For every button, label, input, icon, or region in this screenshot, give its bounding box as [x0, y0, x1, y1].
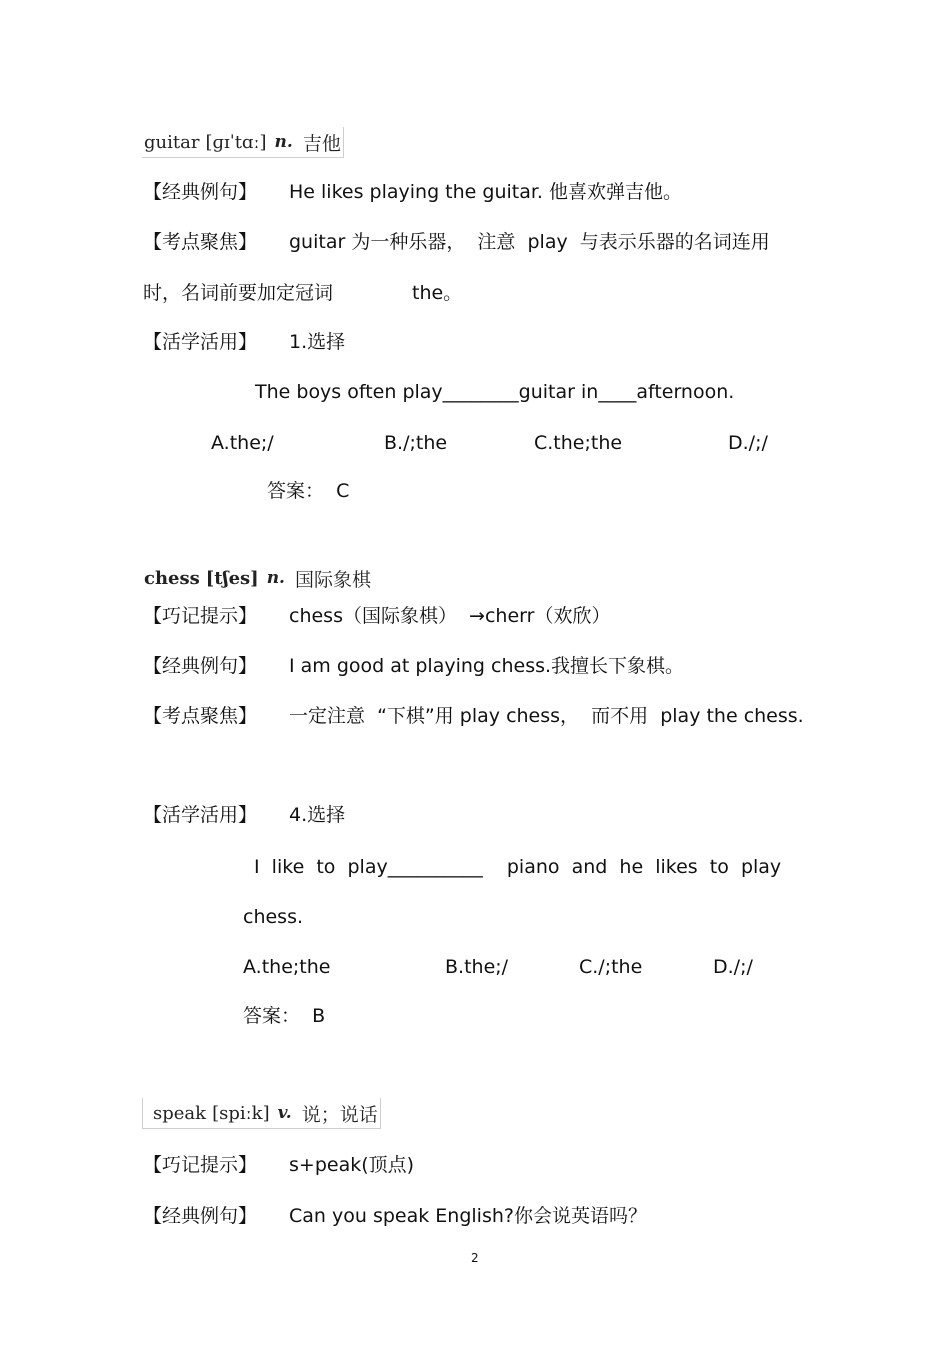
headword-guitar: [142, 127, 344, 158]
practice-title: 1.选择: [289, 331, 346, 353]
question: The boys often play________guitar in____afternoon.: [255, 381, 735, 403]
headword-speak: [142, 1098, 381, 1129]
practice-tag: 【活学活用】: [143, 804, 258, 826]
option-d: D./;/: [713, 956, 753, 978]
option-a: A.the;the: [243, 956, 331, 978]
meaning: 国际象棋: [294, 568, 371, 591]
option-c: C.the;the: [534, 432, 623, 454]
memory-text: s+peak(顶点): [289, 1154, 415, 1176]
focus-tag: 【考点聚焦】: [143, 231, 258, 253]
phonetic: [ɡɪˈtɑː]: [205, 131, 267, 153]
page-number: 2: [471, 1251, 479, 1265]
example-sentence: He likes playing the guitar. 他喜欢弹吉他。: [289, 181, 683, 203]
practice-title: 4.选择: [289, 804, 346, 826]
headword-text: chess: [144, 567, 200, 589]
question-line2: chess.: [243, 906, 304, 928]
example-tag: 【经典例句】: [143, 1205, 258, 1227]
headword-text: speak: [153, 1102, 207, 1124]
focus-text-line2: 时，名词前要加定冠词: [143, 282, 334, 304]
option-b: B./;the: [384, 432, 448, 454]
question-line1: I like to play__________ piano and he likes to play: [254, 856, 782, 878]
memory-tag: 【巧记提示】: [143, 605, 258, 627]
phonetic: [spiːk]: [212, 1102, 270, 1124]
option-d: D./;/: [728, 432, 768, 454]
practice-tag: 【活学活用】: [143, 331, 258, 353]
phonetic: [tʃes]: [205, 567, 259, 589]
focus-text-line1: guitar 为一种乐器， 注意 play 与表示乐器的名词连用: [289, 231, 770, 253]
option-a: A.the;/: [211, 432, 274, 454]
meaning: 吉他: [302, 132, 341, 155]
memory-tag: 【巧记提示】: [143, 1154, 258, 1176]
focus-tag: 【考点聚焦】: [143, 705, 258, 727]
example-tag: 【经典例句】: [143, 655, 258, 677]
part-of-speech: v.: [277, 1103, 292, 1123]
example-tag: 【经典例句】: [143, 181, 258, 203]
option-c: C./;the: [579, 956, 643, 978]
example-sentence: I am good at playing chess.我擅长下象棋。: [289, 655, 685, 677]
answer: 答案： B: [243, 1005, 326, 1027]
memory-text: chess（国际象棋） →cherr（欢欣）: [289, 605, 611, 627]
part-of-speech: n.: [266, 568, 285, 588]
example-sentence: Can you speak English?你会说英语吗？: [289, 1205, 647, 1227]
headword-text: guitar: [144, 131, 200, 153]
focus-text-line2-end: the。: [412, 282, 463, 304]
option-b: B.the;/: [445, 956, 509, 978]
focus-text: 一定注意 “下棋”用 play chess， 而不用 play the chess.: [289, 705, 804, 727]
headword-chess: [142, 564, 373, 592]
answer: 答案： C: [267, 480, 350, 502]
part-of-speech: n.: [274, 132, 293, 152]
meaning: 说；说话: [301, 1103, 378, 1126]
